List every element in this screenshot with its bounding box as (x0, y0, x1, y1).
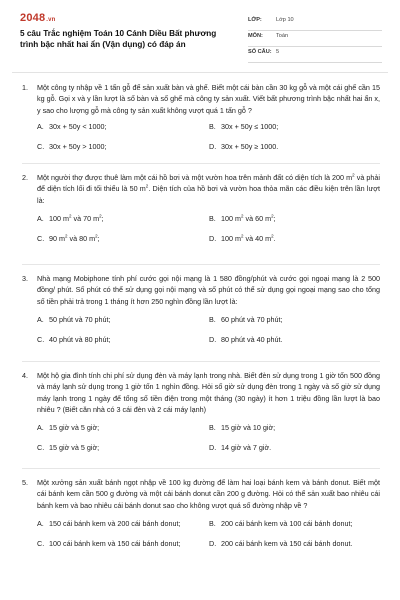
question-text: Nhà mạng Mobiphone tính phí cước gọi nội mạng là 1 580 đồng/phút và cước gọi ngoại mạng là 2 500 đồng/ phút. Số phút có thể sử dụng gọi nội mạng và số phút có thể sử dụng gọi ngoại mạng sao cho tổng số tiền phải trả trong 1 tháng ít hơn 250 nghìn đồng lần lượt là: (37, 274, 380, 306)
option-b[interactable]: B. 200 cái bánh kem và 100 cái bánh donut; (209, 518, 353, 528)
option-row (37, 422, 380, 442)
option-row (37, 334, 380, 354)
meta-row-so-cau: SỐ CÂU: 5 (248, 47, 382, 63)
option-row (37, 518, 380, 538)
option-c[interactable]: C. 100 cái bánh kem và 150 cái bánh donut; (37, 538, 181, 548)
question-2: 2. Một người thợ được thuê làm một cái hồ bơi và một vườn hoa trên mảnh đất có diện tích là 200 $m^2$ và phải để diện tích lối đi tối thiểu là 50 $m^2$. Diện tích của hồ bơi và vườn hoa thỏa mãn các điều kiện trên lần lượt là: A. 100 $m^2$ và 70 $m^2$; B. 100 $m^2$ và 60 $m^2$; C. 90 $m^2$ và 80 $m^2$; D. 100 $m^2$ và 40 $m^2$. (22, 172, 380, 253)
meta-row-mon: MÔN: Toán (248, 31, 382, 47)
option-row (37, 121, 380, 141)
option-b[interactable]: B. 60 phút và 70 phút; (209, 314, 283, 324)
option-row (37, 233, 380, 253)
option-a[interactable]: A. 50 phút và 70 phút; (37, 314, 111, 324)
option-a[interactable]: A. 30x + 50y < 1000; (37, 121, 107, 131)
option-a[interactable]: A. 15 giờ và 5 giờ; (37, 423, 100, 433)
option-a[interactable]: A. 150 cái bánh kem và 200 cái bánh donut; (37, 518, 181, 528)
question-separator (22, 264, 380, 265)
question-text: Một người thợ được thuê làm một cái hồ bơi và một vườn hoa trên mảnh đất có diện tích là 200 $m^2$ và phải để diện tích lối đi tối thiểu là 50 $m^2$. Diện tích của hồ bơi và vườn hoa thỏa mãn các điều kiện trên lần lượt là: (37, 172, 380, 205)
question-3: 3. Nhà mạng Mobiphone tính phí cước gọi nội mạng là 1 580 đồng/phút và cước gọi ngoại mạng là 2 500 đồng/ phút. Số phút có thể sử dụng gọi nội mạng và số phút có thể sử dụng gọi ngoại mạng sao cho tổng số tiền phải trả trong 1 tháng ít hơn 250 nghìn đồng lần lượt là: A. 50 phút và 70 phút; B. 60 phút và 70 phút; C. 40 phút và 80 phút; D. 80 phút và 40 phút. (22, 273, 380, 354)
option-d[interactable]: D. 14 giờ và 7 giờ. (209, 443, 272, 453)
option-c[interactable]: C. 30x + 50y > 1000; (37, 141, 107, 151)
meta-box (248, 15, 382, 63)
question-separator (22, 468, 380, 469)
question-1: 1. Một công ty nhập về 1 tấn gỗ để sản xuất bàn và ghế. Biết một cái bàn cần 30 kg gỗ và một cái ghế cần 15 kg gỗ. Gọi x và y lần lượt là số bàn và số ghế mà công ty sản xuất. Viết bất phương trình bậc nhất hai ẩn x, y sao cho lượng gỗ mà công ty sản xuất không vượt quá 1 tấn gỗ ? A. 30x + 50y < 1000; B. 30x + 50y ≤ 1000; C. 30x + 50y > 1000; D. 30x + 50y ≥ 1000. (22, 82, 380, 161)
option-row (37, 141, 380, 161)
option-row (37, 314, 380, 334)
option-c[interactable]: C. 90 $m^2$ và 80 $m^2$; (37, 233, 100, 243)
option-b[interactable]: B. 100 $m^2$ và 60 $m^2$; (209, 213, 276, 223)
option-row (37, 538, 380, 558)
site-logo[interactable]: 2048.vn (20, 12, 56, 24)
option-c[interactable]: C. 40 phút và 80 phút; (37, 334, 111, 344)
header-divider (12, 72, 388, 73)
question-separator (22, 361, 380, 362)
option-d[interactable]: D. 200 cái bánh kem và 150 cái bánh donut. (209, 538, 353, 548)
question-4: 4. Một hộ gia đình tính chi phí sử dụng đèn và máy lạnh trong nhà. Biết đèn sử dụng trong 1 giờ tốn 500 đồng và máy lạnh sử dụng trong 1 giờ tốn 1 nghìn đồng. Hỏi số giờ sử dụng đèn trong 1 ngày và số giờ sử dụng máy lạnh trong 1 ngày để tổng số tiền điện trong một tháng (30 ngày) ít hơn 1 triệu đồng lần lượt là bao nhiêu ? (Biết căn nhà có 3 cái đèn và 2 cái máy lạnh) A. 15 giờ và 5 giờ; B. 15 giờ và 10 giờ; C. 15 giờ và 5 giờ; D. 14 giờ và 7 giờ. (22, 370, 380, 462)
option-b[interactable]: B. 15 giờ và 10 giờ; (209, 423, 276, 433)
option-c[interactable]: C. 15 giờ và 5 giờ; (37, 443, 100, 453)
question-text: Một xưởng sản xuất bánh ngọt nhập về 100 kg đường để làm hai loại bánh kem và bánh donut. Biết một cái bánh kem cần 500 g đường và một cái bánh donut cần 200 g đường. Hỏi có thể sản xuất bao nhiêu cái bánh kem và bao nhiêu cái bánh donut sao cho không vượt quá số đường nhập về ? (37, 478, 380, 510)
question-5: 5. Một xưởng sản xuất bánh ngọt nhập về 100 kg đường để làm hai loại bánh kem và bánh donut. Biết một cái bánh kem cần 500 g đường và một cái bánh donut cần 200 g đường. Hỏi có thể sản xuất bao nhiêu cái bánh kem và bao nhiêu cái bánh donut sao cho không vượt quá số đường nhập về ? A. 150 cái bánh kem và 200 cái bánh donut; B. 200 cái bánh kem và 100 cái bánh donut; C. 100 cái bánh kem và 150 cái bánh donut; D. 200 cái bánh kem và 150 cái bánh donut. (22, 477, 380, 558)
document-header (20, 12, 382, 66)
option-row (37, 213, 380, 233)
option-d[interactable]: D. 80 phút và 40 phút. (209, 334, 283, 344)
option-a[interactable]: A. 100 $m^2$ và 70 $m^2$; (37, 213, 104, 223)
document-title: 5 câu Trắc nghiệm Toán 10 Cánh Diều Bất phương trình bậc nhất hai ẩn (Vận dụng) có đáp án (20, 29, 217, 49)
question-separator (22, 163, 380, 164)
option-row (37, 442, 380, 462)
option-d[interactable]: D. 30x + 50y ≥ 1000. (209, 141, 279, 151)
question-text: Một hộ gia đình tính chi phí sử dụng đèn và máy lạnh trong nhà. Biết đèn sử dụng trong 1 giờ tốn 500 đồng và máy lạnh sử dụng trong 1 giờ tốn 1 nghìn đồng. Hỏi số giờ sử dụng đèn trong 1 ngày và số giờ sử dụng máy lạnh trong 1 ngày để tổng số tiền điện trong một tháng (30 ngày) ít hơn 1 triệu đồng lần lượt là bao nhiêu ? (Biết căn nhà có 3 cái đèn và 2 cái máy lạnh) (37, 371, 380, 414)
option-d[interactable]: D. 100 $m^2$ và 40 $m^2$. (209, 233, 276, 243)
question-text: Một công ty nhập về 1 tấn gỗ để sản xuất bàn và ghế. Biết một cái bàn cần 30 kg gỗ và một cái ghế cần 15 kg gỗ. Gọi x và y lần lượt là số bàn và số ghế mà công ty sản xuất. Viết bất phương trình bậc nhất hai ẩn x, y sao cho lượng gỗ mà công ty sản xuất không vượt quá 1 tấn gỗ ? (37, 83, 380, 115)
meta-row-lop: LỚP: Lớp 10 (248, 15, 382, 31)
option-b[interactable]: B. 30x + 50y ≤ 1000; (209, 121, 279, 131)
